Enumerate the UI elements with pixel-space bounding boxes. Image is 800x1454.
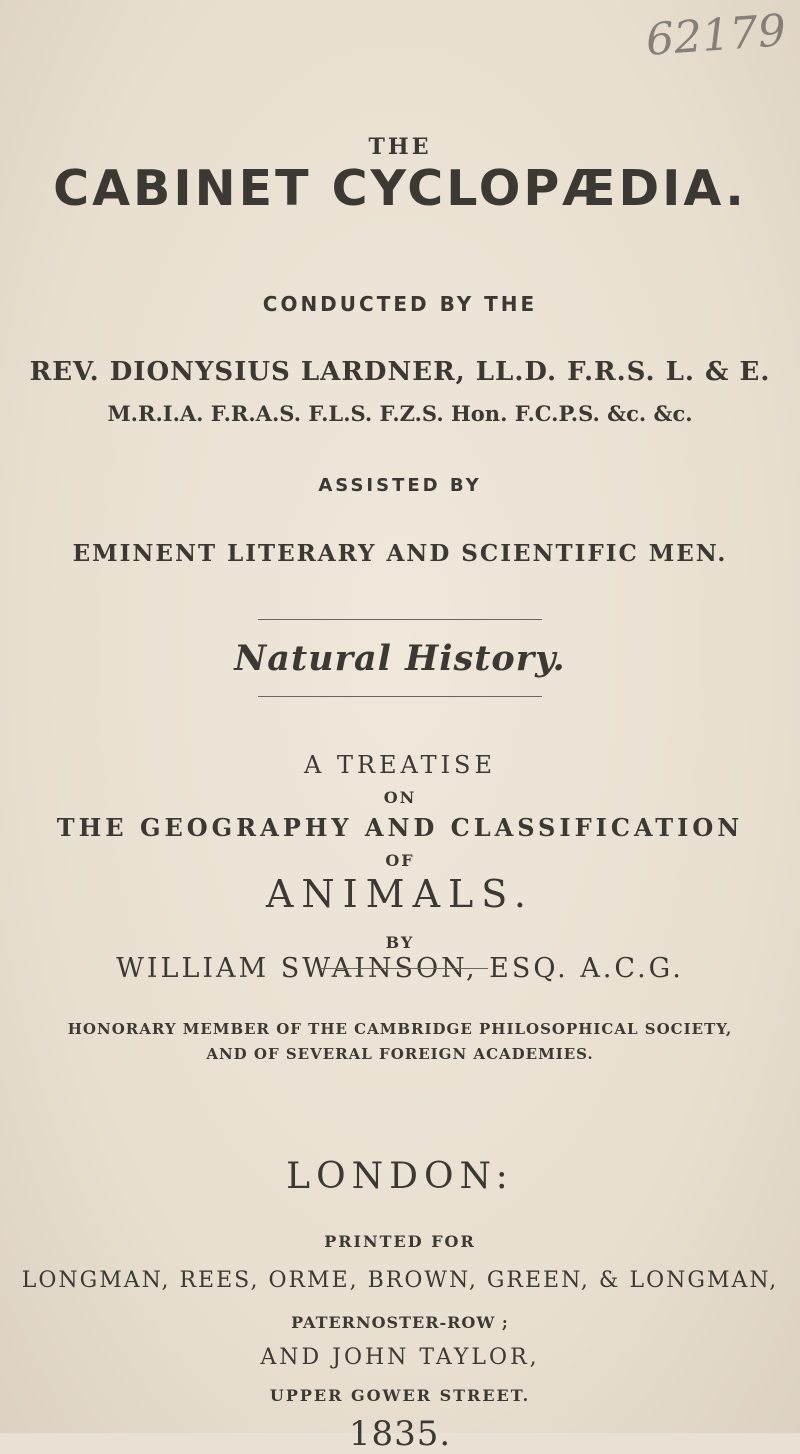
handwritten-shelfmark: 62179 — [644, 5, 788, 66]
on-word: ON — [383, 788, 417, 807]
of-word: OF — [385, 851, 415, 870]
treatise-subject: THE GEOGRAPHY AND CLASSIFICATION — [56, 813, 744, 842]
author-honors-line1: HONORARY MEMBER OF THE CAMBRIDGE PHILOSOPHICAL SOCIETY, — [67, 1020, 733, 1038]
publishers: LONGMAN, REES, ORME, BROWN, GREEN, & LONGMAN, — [21, 1268, 779, 1293]
main-title: CABINET CYCLOPÆDIA. — [53, 160, 747, 217]
divider-imprint — [318, 968, 488, 969]
by-word: BY — [385, 933, 415, 952]
editor-qualifications: M.R.I.A. F.R.A.S. F.L.S. F.Z.S. Hon. F.C.P.S. &c. &c. — [107, 401, 693, 426]
the-word: THE — [368, 134, 432, 160]
conducted-by: CONDUCTED BY THE — [262, 292, 538, 316]
imprint-city: LONDON: — [286, 1156, 514, 1197]
divider-bottom — [258, 696, 542, 697]
second-publisher-address: UPPER GOWER STREET. — [269, 1386, 531, 1405]
series-title: Natural History. — [234, 638, 566, 679]
author-name: WILLIAM SWAINSON, ESQ. A.C.G. — [116, 953, 684, 984]
editor-name: REV. DIONYSIUS LARDNER, LL.D. F.R.S. L. & E. — [29, 357, 771, 387]
publisher-address: PATERNOSTER-ROW ; — [291, 1313, 509, 1332]
eminent-men: EMINENT LITERARY AND SCIENTIFIC MEN. — [72, 540, 728, 567]
animals-word: ANIMALS. — [265, 872, 535, 916]
divider-top — [258, 619, 542, 620]
second-publisher: AND JOHN TAYLOR, — [260, 1345, 540, 1370]
printed-for: PRINTED FOR — [324, 1232, 476, 1251]
publication-year: 1835. — [348, 1414, 452, 1454]
treatise-label: A TREATISE — [303, 751, 497, 779]
author-honors-line2: AND OF SEVERAL FOREIGN ACADEMIES. — [206, 1045, 594, 1063]
assisted-by: ASSISTED BY — [318, 475, 482, 496]
